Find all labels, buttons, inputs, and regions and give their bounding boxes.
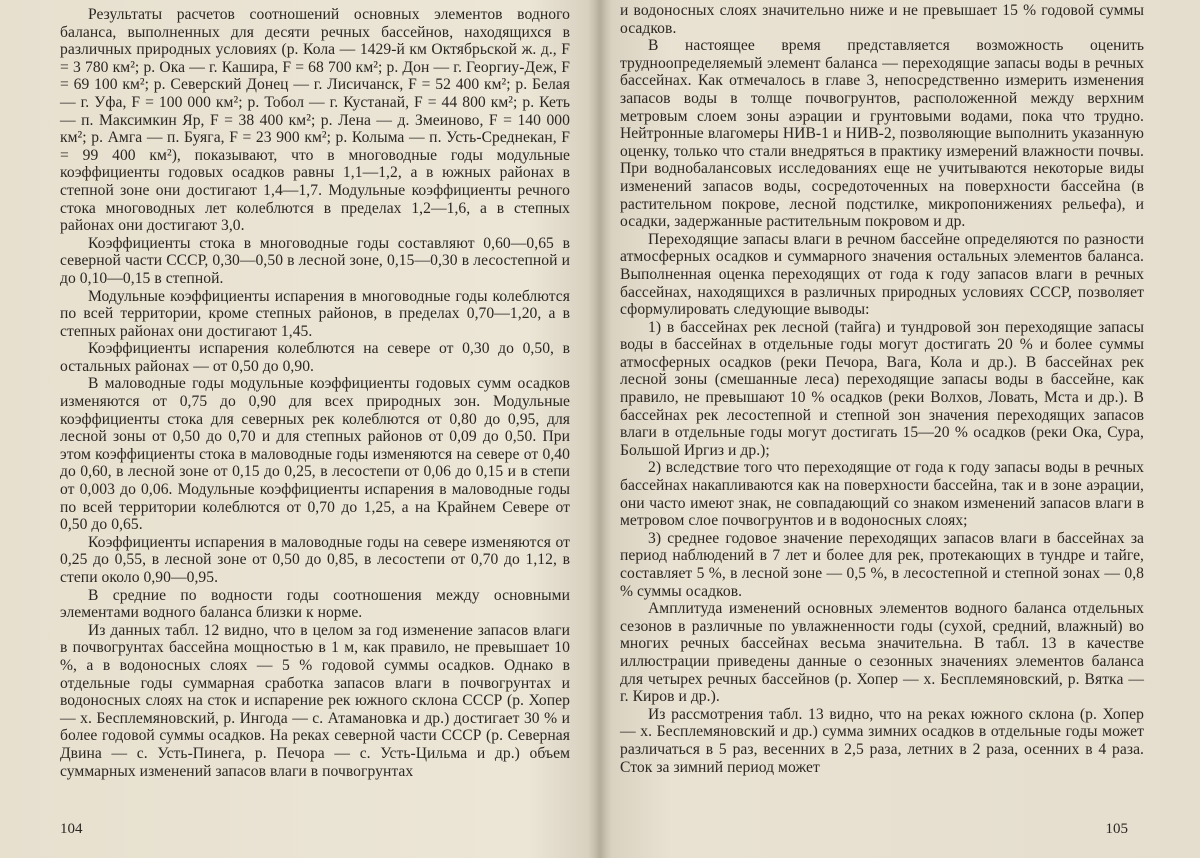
- right-paragraph-4: Из рассмотрения табл. 13 видно, что на реках южного склона (р. Хопер — х. Бесплемяновский и др.) сумма зимних осадков в отдельные годы может различаться в 5 раз, весенних в 2,5 раза, летних в 2 раза, осенних в 4 раза. Сток за зимний период может: [620, 705, 1144, 776]
- left-paragraph-4: Коэффициенты испарения колеблются на севере от 0,30 до 0,50, в остальных районах — от 0,50 до 0,90.: [60, 340, 570, 375]
- left-paragraph-5: В маловодные годы модульные коэффициенты годовых сумм осадков изменяются от 0,75 до 0,90 для всех природных зон. Модульные коэффициенты стока для северных рек колеблются от 0,80 до 0,95, для лесной зоны от 0,50 до 0,70 и для степных районов от 0,09 до 0,50. При этом коэффициенты стока в маловодные годы изменяются на севере от 0,40 до 0,60, в лесной зоне от 0,15 до 0,25, в лесостепи от 0,06 до 0,15 и в степи от 0,003 до 0,06. Модульные коэффициенты испарения в маловодные годы по всей территории колеблются от 0,70 до 1,25, а на Крайнем Севере от 0,50 до 0,65.: [60, 375, 570, 534]
- page-number-left: 104: [60, 821, 83, 837]
- left-page: [0, 0, 596, 858]
- right-paragraph-2: Переходящие запасы влаги в речном бассейне определяются по разности атмосферных осадков и суммарного значения остальных элементов баланса. Выполненная оценка переходящих от года к году запасов влаги в речных бассейнах, находящихся в различных природных условиях СССР, позволяет сформулировать следующие выводы:: [620, 230, 1144, 319]
- right-page: [604, 0, 1200, 858]
- list-item: 2) вследствие того что переходящие от года к году запасы воды в речных бассейнах накапливаются как на поверхности бассейна, так и в зоне аэрации, они часто имеют знак, не совпадающий со знаком изменений запасов влаги в метровом слое почвогрунтов и в водоносных слоях;: [620, 459, 1144, 530]
- left-paragraph-8: Из данных табл. 12 видно, что в целом за год изменение запасов влаги в почвогрунтах бассейна мощностью в 1 м, как правило, не превышает 10 %, а в водоносных слоях — 5 % годовой суммы осадков. Однако в отдельные годы суммарная сработка запасов влаги в почвогрунтах и водоносных слоях на сток и испарение рек южного склона СССР (р. Хопер — х. Бесплемяновский, р. Ингода — с. Атамановка и др.) достигает 30 % и более годовой суммы осадков. На реках северной части СССР (р. Северная Двина — с. Усть-Пинега, р. Печора — с. Усть-Цильма и др.) объем суммарных изменений запасов влаги в почвогрунтах: [60, 621, 570, 780]
- left-paragraph-3: Модульные коэффициенты испарения в многоводные годы колеблются по всей территории, кроме степных районов, в пределах 0,70—1,20, а в степных районах они достигают 1,45.: [60, 287, 570, 340]
- right-paragraph-3: Амплитуда изменений основных элементов водного баланса отдельных сезонов в различные по увлажненности годы (сухой, средний, влажный) во многих речных бассейнах весьма значительна. В табл. 13 в качестве иллюстрации приведены данные о сезонных значениях элементов баланса для четырех речных бассейнов (р. Хопер — х. Бесплемяновский, р. Вятка — г. Киров и др.).: [620, 600, 1144, 706]
- right-continuation: и водоносных слоях значительно ниже и не превышает 15 % годовой суммы осадков.: [620, 2, 1144, 37]
- left-paragraph-2: Коэффициенты стока в многоводные годы составляют 0,60—0,65 в северной части СССР, 0,30—0,50 в лесной зоне, 0,15—0,30 в лесостепной и до 0,10—0,15 в степной.: [60, 234, 570, 287]
- list-item: 3) среднее годовое значение переходящих запасов влаги в бассейнах за период наблюдений в 7 лет и более для рек, протекающих в тундре и тайге, составляет 5 %, в лесной зоне — 0,5 %, в лесостепной и степной зонах — 0,8 % суммы осадков.: [620, 529, 1144, 600]
- left-paragraph-7: В средние по водности годы соотношения между основными элементами водного баланса близки к норме.: [60, 586, 570, 622]
- page-number-right: 105: [1105, 821, 1128, 837]
- right-paragraph-1: В настоящее время представляется возможность оценить трудноопределяемый элемент баланса — переходящие запасы воды в речных бассейнах. Как отмечалось в главе 3, непосредственно измерить изменения запасов воды в толще почвогрунтов, расположенной между верхним метровым слоем зоны аэрации и грунтовыми водами, пока что трудно. Нейтронные влагомеры НИВ-1 и НИВ-2, позволяющие выполнить указанную оценку, только что стали внедряться в практику измерений влажности почвы. При воднобалансовых исследованиях еще не учитываются некоторые виды изменений запасов воды, сосредоточенных на поверхности бассейна (в растительном покрове, лесной подстилке, микропонижениях рельефа), и осадки, задержанные растительным покровом и др.: [620, 37, 1144, 231]
- left-paragraph-6: Коэффициенты испарения в маловодные годы на севере изменяются от 0,25 до 0,55, в лесной зоне от 0,50 до 0,85, в лесостепи от 0,70 до 1,12, в степи около 0,90—0,95.: [60, 533, 570, 586]
- list-item: 1) в бассейнах рек лесной (тайга) и тундровой зон переходящие запасы воды в бассейнах в отдельные годы могут достигать 20 % и более суммы атмосферных осадков (реки Печора, Вага, Кола и др.). В бассейнах рек лесной зоны (смешанные леса) переходящие запасы воды в бассейне, как правило, не превышают 10 % осадков (реки Волхов, Ловать, Мста и др.). В бассейнах рек лесостепной и степной зон значения переходящих запасов влаги в отдельные годы могут достигать 15—20 % осадков (реки Ока, Сура, Большой Иргиз и др.);: [620, 318, 1144, 459]
- conclusions-list: [620, 319, 1144, 601]
- left-paragraph-1: Результаты расчетов соотношений основных элементов водного баланса, выполненных для десяти речных бассейнов, находящихся в различных природных условиях (р. Кола — 1429-й км Октябрьской ж. д., F = 3 780 км²; р. Ока — г. Кашира, F = 68 700 км²; р. Дон — г. Георгиу-Деж, F = 69 100 км²; р. Северский Донец — г. Лисичанск, F = 52 400 км²; р. Белая — г. Уфа, F = 100 000 км²; р. Тобол — г. Кустанай, F = 44 800 км²; р. Кеть — п. Максимкин Яр, F = 38 400 км²; р. Лена — д. Змеиново, F = 140 000 км²; р. Амга — п. Буяга, F = 23 900 км²; р. Колыма — п. Усть-Среднекан, F = 99 400 км²), показывают, что в многоводные годы модульные коэффициенты годовых осадков равны 1,1—1,2, а в южных районах в степной зоне они достигают 1,4—1,7. Модульные коэффициенты речного стока многоводных лет колеблются в пределах 1,2—1,6, а в степных районах они достигают 3,0.: [60, 6, 570, 235]
